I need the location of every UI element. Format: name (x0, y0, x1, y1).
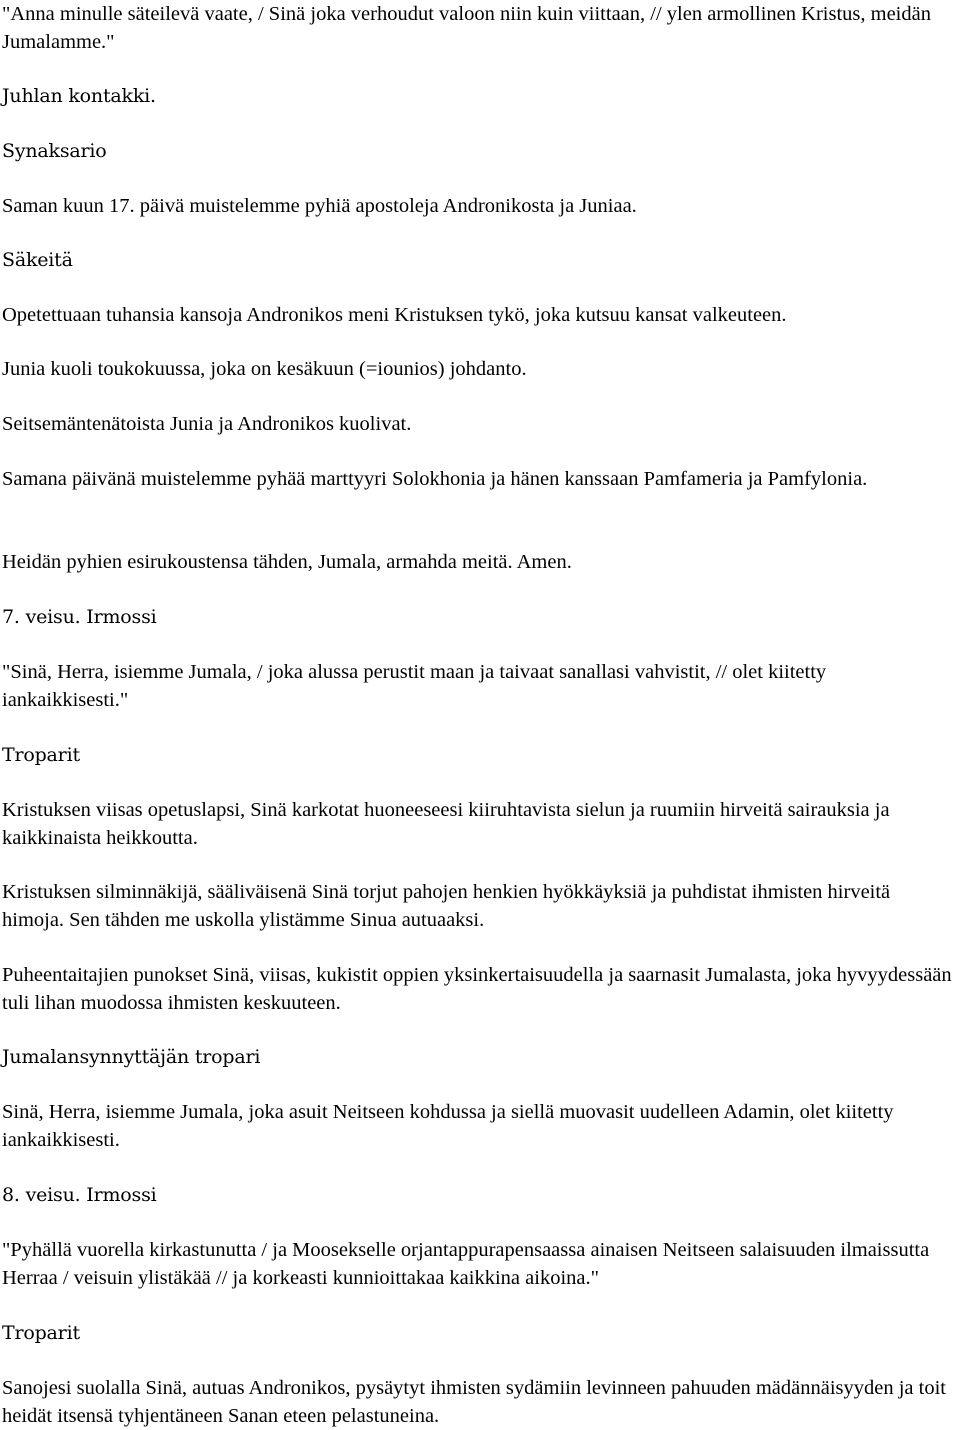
paragraph: Sanojesi suolalla Sinä, autuas Andronikos, pysäytyt ihmisten sydämiin levinneen pahuuden mädännäisyyden ja toit heidät itsensä tyhjentäneen Sanan eteen pelastuneina. (2, 1377, 946, 1427)
paragraph: Seitsemäntenätoista Junia ja Andronikos kuolivat. (2, 413, 412, 435)
paragraph: Junia kuoli toukokuussa, joka on kesäkuun (=iounios) johdanto. (2, 358, 527, 380)
section-heading: Juhlan kontakki. (2, 85, 156, 107)
section-heading: Jumalansynnyttäjän tropari (2, 1046, 261, 1068)
paragraph: Heidän pyhien esirukoustensa tähden, Jumala, armahda meitä. Amen. (2, 551, 572, 573)
paragraph: Kristuksen silminnäkijä, sääliväisenä Sinä torjut pahojen henkien hyökkäyksiä ja puhdistat ihmisten hirveitä himoja. Sen tähden me uskolla ylistämme Sinua autuaaksi. (2, 881, 891, 931)
paragraph: "Pyhällä vuorella kirkastunutta / ja Moosekselle orjantappurapensaassa ainaisen Neitseen salaisuuden ilmaissutta Herraa / veisuin ylistäkää // ja korkeasti kunnioittakaa kaikkina aikoina." (2, 1239, 930, 1289)
paragraph: "Anna minulle säteilevä vaate, / Sinä joka verhoudut valoon niin kuin viittaan, // ylen armollinen Kristus, meidän Jumalamme." (2, 3, 931, 53)
paragraph: Samana päivänä muistelemme pyhää marttyyri Solokhonia ja hänen kanssaan Pamfameria ja Pamfylonia. (2, 468, 868, 490)
paragraph: Kristuksen viisas opetuslapsi, Sinä karkotat huoneeseesi kiiruhtavista sielun ja ruumiin hirveitä sairauksia ja kaikkinaista heikkoutta. (2, 799, 890, 849)
paragraph: Saman kuun 17. päivä muistelemme pyhiä apostoleja Andronikosta ja Juniaa. (2, 195, 637, 217)
section-heading: Säkeitä (2, 249, 73, 271)
section-heading: Synaksario (2, 140, 107, 162)
section-heading: 7. veisu. Irmossi (2, 606, 157, 628)
section-heading: Troparit (2, 1322, 80, 1344)
paragraph: Opetettuaan tuhansia kansoja Andronikos meni Kristuksen tykö, joka kutsuu kansat valkeuteen. (2, 304, 787, 326)
paragraph: Sinä, Herra, isiemme Jumala, joka asuit Neitseen kohdussa ja siellä muovasit uudelleen Adamin, olet kiitetty iankaikkisesti. (2, 1101, 894, 1151)
paragraph: Puheentaitajien punokset Sinä, viisas, kukistit oppien yksinkertaisuudella ja saarnasit Jumalasta, joka hyvyydessään tuli lihan muodossa ihmisten keskuuteen. (2, 964, 952, 1014)
paragraph: "Sinä, Herra, isiemme Jumala, / joka alussa perustit maan ja taivaat sanallasi vahvistit, // olet kiitetty iankaikkisesti." (2, 661, 827, 711)
section-heading: 8. veisu. Irmossi (2, 1184, 157, 1206)
section-heading: Troparit (2, 744, 80, 766)
